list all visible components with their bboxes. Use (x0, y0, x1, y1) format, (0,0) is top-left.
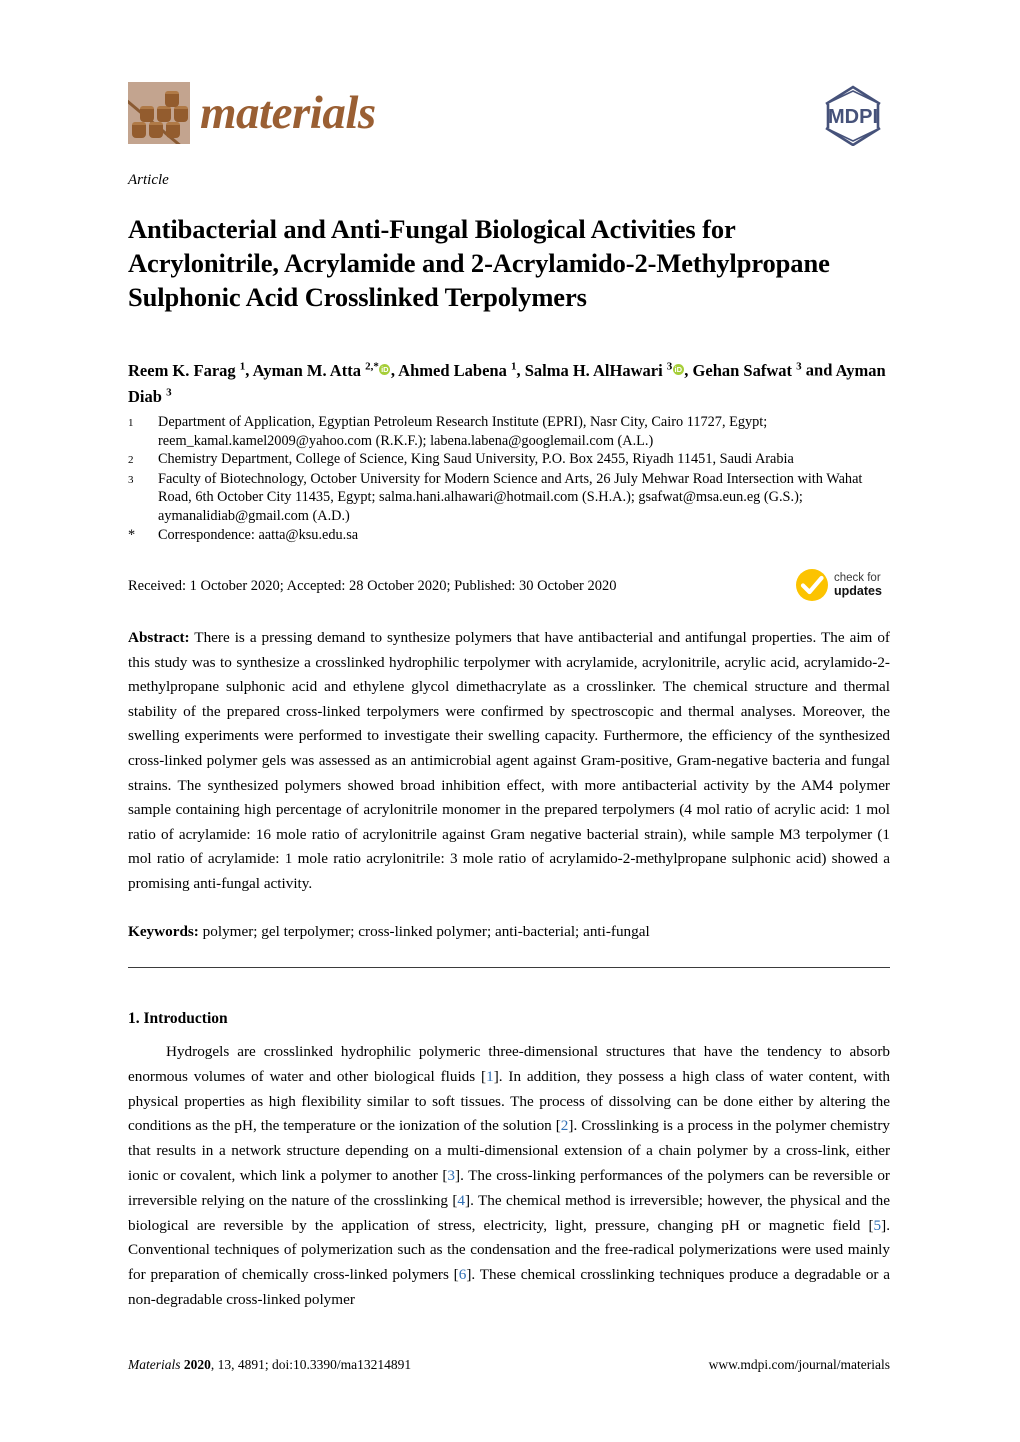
author-item[interactable]: Ahmed Labena $^1$ (398, 360, 517, 380)
author-list: Reem K. Farag $^1$, Ayman M. Atta $^{2,*}$ iD , Ahmed Labena $^1$, Salma H. AlHawari $^3$ iD , Gehan Safwat $^3$ and Ayman Diab $^3$ (128, 360, 886, 406)
affiliation-marker: 2 (128, 454, 134, 467)
author-item[interactable]: Reem K. Farag $^1$ (128, 360, 246, 380)
badge-line-1: check for (834, 572, 881, 584)
footer-url[interactable]: www.mdpi.com/journal/materials (708, 1357, 890, 1372)
orcid-icon[interactable]: iD (674, 364, 683, 374)
author-item[interactable]: Ayman M. Atta $^{2,*}$ iD (252, 360, 389, 380)
badge-line-2: updates (834, 584, 882, 598)
correspondence-marker: * (128, 526, 136, 543)
keywords-label: Keywords: (128, 923, 199, 940)
section-divider (128, 967, 890, 968)
footer-citation: Materials 2020, 13, 4891; doi:10.3390/ma13214891 (128, 1357, 412, 1372)
affiliation-row (128, 413, 890, 450)
checkmark-icon (795, 568, 829, 602)
keywords-block (128, 920, 890, 945)
footer-year: 2020 (183, 1357, 211, 1372)
article-type-label: Article (128, 172, 169, 188)
citation-link[interactable]: 3 (447, 1166, 456, 1184)
affiliation-text: Faculty of Biotechnology, October University for Modern Science and Arts, 26 July Mehwar Road Intersection with Wahat Road, 6th October City 11435, Egypt; salma.hani.alhawari@hotmail.com (S.H.A.); gsafwat@msa.eun.eg (G.S.); aymanalidiab@gmail.com (A.D.) (158, 470, 863, 524)
citation-link[interactable]: 4 (457, 1191, 466, 1209)
affiliation-row (128, 470, 890, 526)
orcid-icon[interactable]: iD (381, 364, 389, 374)
introduction-paragraph: Hydrogels are crosslinked hydrophilic polymeric three-dimensional structures that have the tendency to absorb enormous volumes of water and other biological fluids [1]. In addition, they possess a high class of water content, with physical properties as high flexibility similar to soft tissues. The process of dissolving can be done either by altering the conditions as the pH, the temperature or the ionization of the solution [2]. Crosslinking is a process in the polymer chemistry that results in a network structure depending on a multi-dimensional extension of a chain polymer by a cross-link, either ionic or covalent, which link a polymer to another [3]. The cross-linking performances of the polymers can be reversible or irreversible relying on the nature of the crosslinking [4]. The chemical method is irreversible; however, the physical and the biological are reversible by the application of stress, electricity, light, pressure, changing pH or magnetic field [5]. Conventional techniques of polymerization such as the condensation and the free-radical polymerizations were used mainly for preparation of chemically cross-linked polymers [6]. These chemical crosslinking techniques produce a degradable or a non-degradable cross-linked polymer (128, 1043, 891, 1308)
affiliation-row (128, 526, 890, 545)
journal-logo[interactable] (128, 82, 376, 144)
affiliation-list (128, 413, 890, 544)
citation-link[interactable]: 1 (486, 1067, 494, 1085)
footer-journal: Materials (128, 1357, 181, 1372)
affiliation-text: Chemistry Department, College of Science, King Saud University, P.O. Box 2455, Riyadh 11451, Saudi Arabia (158, 451, 794, 468)
section-heading-introduction: 1. Introduction (128, 1010, 228, 1027)
footer-volume: 13 (217, 1357, 232, 1372)
mdpi-logo-icon[interactable] (814, 84, 892, 146)
abstract-label: Abstract: (128, 629, 190, 646)
keywords-text: polymer; gel terpolymer; cross-linked polymer; anti-bacterial; anti-fungal (198, 923, 650, 940)
affiliation-row (128, 450, 890, 470)
citation-link[interactable]: 5 (873, 1216, 882, 1234)
correspondence-text: Correspondence: aatta@ksu.edu.sa (158, 526, 359, 543)
page-footer (128, 1357, 890, 1373)
affiliation-marker: 3 (128, 473, 134, 486)
masthead (128, 82, 892, 150)
abstract-block (128, 626, 890, 897)
journal-name: materials (200, 86, 376, 139)
footer-doi: doi:10.3390/ma13214891 (272, 1357, 412, 1372)
author-item[interactable]: Ayman Diab $^3$ (128, 360, 886, 406)
materials-logo-icon (128, 82, 190, 144)
abstract-text: There is a pressing demand to synthesize polymers that have antibacterial and antifungal properties. The aim of this study was to synthesize a crosslinked hydrophilic terpolymer with acrylamide, acrylonitrile, acrylic acid, acrylamido-2-methylpropane sulphonic acid and ethylene glycol dimethacrylate as a crosslinker. The chemical structure and thermal stability of the prepared cross-linked terpolymers were confirmed by spectroscopic and thermal analyses. Moreover, the swelling experiments were performed to investigate their swelling capacity. Furthermore, the efficiency of the synthesized cross-linked polymer gels was assessed as an antimicrobial agent against Gram-positive, Gram-negative bacteria and fungal strains. The synthesized polymers showed broad inhibition effect, with more antibacterial activity by the AM4 polymer sample containing high percentage of acrylonitrile monomer in the prepared terpolymers (4 mol ratio of acrylic acid: 1 mol ratio of acrylamide: 16 mole ratio of acrylonitrile against Gram negative bacterial strain), while sample M3 terpolymer (1 mol ratio of acrylamide: 1 mole ratio acrylonitrile: 3 mole ratio of acrylamido-2-methylpropane sulphonic acid) showed a promising anti-fungal activity. (128, 629, 890, 892)
author-item[interactable]: Gehan Safwat $^3$ (692, 360, 802, 380)
citation-link[interactable]: 2 (560, 1117, 569, 1135)
svg-text:MDPI: MDPI (828, 106, 878, 128)
publication-dates: Received: 1 October 2020; Accepted: 28 October 2020; Published: 30 October 2020 (128, 578, 617, 594)
citation-link[interactable]: 6 (458, 1266, 467, 1284)
affiliation-text: Department of Application, Egyptian Petroleum Research Institute (EPRI), Nasr City, Cairo 11727, Egypt; reem_kamal.kamel2009@yahoo.com (R.K.F.); labena.labena@googlemail.com (A.L.) (158, 414, 768, 449)
affiliation-marker: 1 (128, 417, 134, 429)
check-for-updates-badge[interactable] (795, 564, 900, 606)
author-item[interactable]: Salma H. AlHawari $^3$ iD (524, 360, 683, 380)
page-title: Antibacterial and Anti-Fungal Biological Activities for Acrylonitrile, Acrylamide and 2-Acrylamido-2-Methylpropane Sulphonic Acid Crosslinked Terpolymers (128, 213, 830, 312)
footer-article-number: 4891 (237, 1357, 265, 1372)
